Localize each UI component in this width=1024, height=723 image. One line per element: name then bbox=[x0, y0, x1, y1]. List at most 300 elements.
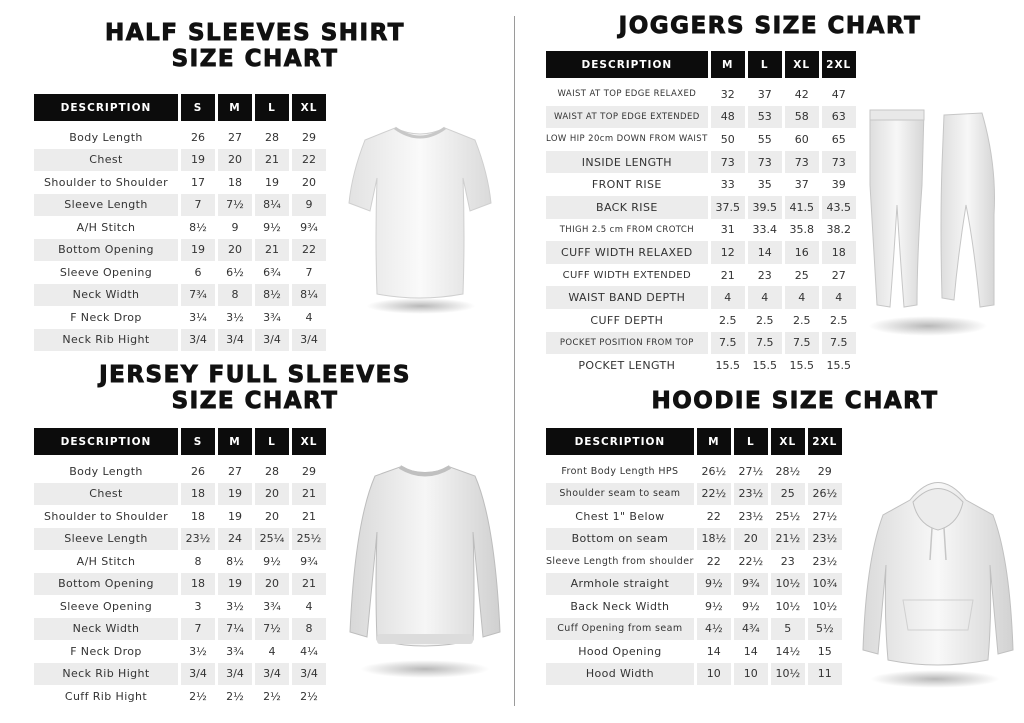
size-value: 11 bbox=[808, 663, 842, 686]
size-value: 9½ bbox=[704, 599, 723, 613]
size-value: 7 bbox=[181, 618, 215, 641]
table-row bbox=[546, 332, 856, 355]
size-value: 29 bbox=[302, 464, 316, 478]
joggers-image bbox=[862, 105, 1002, 320]
size-value: 9¾ bbox=[300, 554, 318, 568]
row-description: A/H Stitch bbox=[76, 554, 136, 568]
size-value: 31 bbox=[720, 223, 735, 237]
size-value: 12 bbox=[711, 241, 745, 264]
row-description: Armhole straight bbox=[546, 573, 694, 596]
size-value: 3½ bbox=[226, 599, 244, 613]
size-value: 73 bbox=[822, 151, 856, 174]
size-header: M bbox=[697, 428, 731, 455]
table-row bbox=[546, 309, 856, 332]
size-value: 7 bbox=[305, 265, 313, 279]
size-value: 3/4 bbox=[218, 329, 252, 352]
size-value: 3¾ bbox=[226, 644, 244, 658]
row-description: FRONT RISE bbox=[591, 178, 662, 192]
size-value: 26 bbox=[191, 130, 205, 144]
size-value: 19 bbox=[181, 239, 215, 262]
table-row bbox=[546, 354, 856, 377]
size-value: 14 bbox=[748, 241, 782, 264]
size-header: XL bbox=[785, 51, 819, 78]
table-row bbox=[34, 573, 326, 596]
table-row bbox=[34, 329, 326, 352]
size-value: 18 bbox=[181, 573, 215, 596]
size-value: 63 bbox=[822, 106, 856, 129]
table-row bbox=[34, 194, 326, 217]
size-value: 4 bbox=[748, 286, 782, 309]
size-value: 25½ bbox=[292, 528, 326, 551]
size-value: 23 bbox=[780, 554, 795, 568]
table-row bbox=[546, 573, 842, 596]
size-value: 23½ bbox=[808, 528, 842, 551]
table-row bbox=[546, 640, 842, 663]
size-value: 7¾ bbox=[181, 284, 215, 307]
jersey-title-line2: SIZE CHART bbox=[171, 388, 339, 414]
row-description: Bottom Opening bbox=[34, 573, 178, 596]
joggers-title-line1: JOGGERS SIZE CHART bbox=[618, 13, 922, 39]
size-value: 3¾ bbox=[263, 599, 281, 613]
size-value: 22½ bbox=[697, 483, 731, 506]
row-description: WAIST AT TOP EDGE RELAXED bbox=[557, 89, 697, 100]
size-value: 18 bbox=[191, 509, 205, 523]
size-header: XL bbox=[292, 428, 326, 455]
size-value: 58 bbox=[785, 106, 819, 129]
size-value: 3/4 bbox=[255, 329, 289, 352]
size-value: 21 bbox=[720, 268, 735, 282]
size-value: 3½ bbox=[226, 310, 244, 324]
size-value: 15.5 bbox=[715, 358, 740, 372]
row-description: BACK RISE bbox=[546, 196, 708, 219]
size-value: 14½ bbox=[775, 644, 801, 658]
size-value: 23½ bbox=[812, 554, 838, 568]
size-value: 2.5 bbox=[755, 313, 774, 327]
size-value: 15.5 bbox=[826, 358, 851, 372]
size-header: 2XL bbox=[822, 51, 856, 78]
size-value: 35.8 bbox=[789, 223, 814, 237]
size-value: 33.4 bbox=[752, 223, 777, 237]
size-value: 8¼ bbox=[255, 194, 289, 217]
size-value: 25 bbox=[771, 483, 805, 506]
size-header: M bbox=[218, 94, 252, 121]
size-value: 9¾ bbox=[734, 573, 768, 596]
table-row bbox=[34, 483, 326, 506]
size-header: XL bbox=[292, 94, 326, 121]
size-value: 73 bbox=[711, 151, 745, 174]
size-value: 21½ bbox=[771, 528, 805, 551]
table-row bbox=[546, 151, 856, 174]
row-description: Chest 1" Below bbox=[575, 509, 665, 523]
size-value: 2½ bbox=[189, 689, 207, 703]
row-description: Shoulder seam to seam bbox=[546, 483, 694, 506]
size-value: 20 bbox=[734, 528, 768, 551]
size-value: 8½ bbox=[255, 284, 289, 307]
size-value: 20 bbox=[255, 573, 289, 596]
row-description: Cuff Opening from seam bbox=[546, 618, 694, 641]
size-header: S bbox=[181, 94, 215, 121]
table-row bbox=[34, 284, 326, 307]
size-value: 28 bbox=[265, 130, 279, 144]
table-row bbox=[34, 126, 326, 149]
table-row bbox=[546, 483, 842, 506]
row-description: Sleeve Length bbox=[34, 528, 178, 551]
table-row bbox=[546, 106, 856, 129]
size-value: 10½ bbox=[771, 663, 805, 686]
description-header: DESCRIPTION bbox=[34, 428, 178, 455]
size-value: 22 bbox=[292, 239, 326, 262]
size-value: 7 bbox=[181, 194, 215, 217]
row-description: CUFF DEPTH bbox=[590, 313, 664, 327]
size-value: 18½ bbox=[697, 528, 731, 551]
size-value: 47 bbox=[831, 87, 846, 101]
row-description: THIGH 2.5 cm FROM CROTCH bbox=[559, 224, 695, 235]
size-value: 15.5 bbox=[752, 358, 777, 372]
sweatshirt-shadow bbox=[360, 660, 490, 678]
row-description: WAIST BAND DEPTH bbox=[546, 286, 708, 309]
size-value: 21 bbox=[255, 239, 289, 262]
size-header: L bbox=[748, 51, 782, 78]
description-header: DESCRIPTION bbox=[546, 51, 708, 78]
size-value: 4 bbox=[785, 286, 819, 309]
row-description: WAIST AT TOP EDGE EXTENDED bbox=[546, 106, 708, 129]
size-value: 3¼ bbox=[189, 310, 207, 324]
size-value: 29 bbox=[302, 130, 316, 144]
size-value: 65 bbox=[831, 132, 846, 146]
table-row bbox=[34, 550, 326, 573]
size-value: 10½ bbox=[812, 599, 838, 613]
table-row bbox=[34, 685, 326, 708]
table-row bbox=[546, 241, 856, 264]
size-value: 3/4 bbox=[218, 663, 252, 686]
vertical-divider bbox=[514, 16, 515, 706]
size-value: 9 bbox=[292, 194, 326, 217]
table-row bbox=[546, 528, 842, 551]
size-value: 3/4 bbox=[181, 663, 215, 686]
size-value: 2.5 bbox=[792, 313, 811, 327]
table-row bbox=[34, 618, 326, 641]
size-value: 5½ bbox=[808, 618, 842, 641]
row-description: Hood Width bbox=[546, 663, 694, 686]
size-value: 3/4 bbox=[181, 329, 215, 352]
size-value: 43.5 bbox=[822, 196, 856, 219]
size-value: 6¾ bbox=[263, 265, 281, 279]
table-row bbox=[34, 528, 326, 551]
size-value: 23 bbox=[757, 268, 772, 282]
size-value: 23½ bbox=[738, 509, 764, 523]
size-value: 7.5 bbox=[785, 332, 819, 355]
size-value: 18 bbox=[228, 175, 242, 189]
size-header: L bbox=[255, 94, 289, 121]
jersey-title-line1: JERSEY FULL SLEEVES bbox=[99, 362, 411, 388]
size-value: 15 bbox=[817, 644, 832, 658]
table-row bbox=[34, 460, 326, 483]
size-value: 32 bbox=[720, 87, 735, 101]
jersey-table bbox=[34, 428, 329, 708]
size-value: 3/4 bbox=[292, 329, 326, 352]
size-value: 6 bbox=[194, 265, 202, 279]
size-value: 39 bbox=[831, 178, 846, 192]
table-row bbox=[34, 505, 326, 528]
row-description: F Neck Drop bbox=[70, 644, 142, 658]
size-value: 22 bbox=[706, 509, 721, 523]
row-description: Front Body Length HPS bbox=[561, 465, 679, 477]
size-value: 25½ bbox=[775, 509, 801, 523]
size-value: 9½ bbox=[263, 554, 281, 568]
size-value: 27 bbox=[228, 464, 242, 478]
size-value: 3¾ bbox=[263, 310, 281, 324]
size-value: 8 bbox=[194, 554, 202, 568]
size-value: 6½ bbox=[226, 265, 244, 279]
size-value: 38.2 bbox=[826, 223, 851, 237]
size-value: 3 bbox=[194, 599, 202, 613]
size-value: 9¾ bbox=[300, 220, 318, 234]
row-description: Neck Width bbox=[34, 618, 178, 641]
full-sleeve-jersey-image bbox=[345, 462, 505, 662]
size-header: 2XL bbox=[808, 428, 842, 455]
row-description: CUFF WIDTH EXTENDED bbox=[562, 269, 692, 281]
table-row bbox=[546, 550, 842, 573]
table-row bbox=[546, 219, 856, 242]
size-value: 8 bbox=[292, 618, 326, 641]
size-value: 20 bbox=[255, 483, 289, 506]
size-value: 19 bbox=[228, 509, 242, 523]
table-row bbox=[546, 505, 842, 528]
size-value: 7.5 bbox=[711, 332, 745, 355]
size-value: 27½ bbox=[738, 464, 764, 478]
size-value: 9 bbox=[231, 220, 239, 234]
size-value: 60 bbox=[794, 132, 809, 146]
table-row bbox=[546, 264, 856, 287]
size-value: 2.5 bbox=[718, 313, 737, 327]
size-value: 2½ bbox=[300, 689, 318, 703]
description-header: DESCRIPTION bbox=[546, 428, 694, 455]
size-value: 7½ bbox=[218, 194, 252, 217]
size-value: 4 bbox=[822, 286, 856, 309]
size-value: 20 bbox=[218, 149, 252, 172]
table-row bbox=[34, 640, 326, 663]
size-value: 4 bbox=[711, 286, 745, 309]
table-row bbox=[34, 149, 326, 172]
row-description: INSIDE LENGTH bbox=[546, 151, 708, 174]
table-row bbox=[34, 216, 326, 239]
row-description: POCKET POSITION FROM TOP bbox=[546, 332, 708, 355]
size-value: 7½ bbox=[255, 618, 289, 641]
size-value: 19 bbox=[218, 483, 252, 506]
size-value: 48 bbox=[711, 106, 745, 129]
size-value: 5 bbox=[771, 618, 805, 641]
row-description: Sleeve Opening bbox=[59, 265, 153, 279]
size-value: 37 bbox=[757, 87, 772, 101]
table-row bbox=[546, 286, 856, 309]
size-value: 20 bbox=[218, 239, 252, 262]
table-row bbox=[34, 239, 326, 262]
size-value: 10¾ bbox=[808, 573, 842, 596]
hoodie-size-table bbox=[543, 428, 845, 685]
table-row bbox=[546, 173, 856, 196]
size-value: 3½ bbox=[189, 644, 207, 658]
size-value: 21 bbox=[255, 149, 289, 172]
table-row bbox=[34, 595, 326, 618]
size-value: 23½ bbox=[181, 528, 215, 551]
size-value: 35 bbox=[757, 178, 772, 192]
hoodie-image bbox=[858, 470, 1018, 675]
size-value: 10½ bbox=[771, 573, 805, 596]
size-header: M bbox=[711, 51, 745, 78]
size-value: 25 bbox=[794, 268, 809, 282]
row-description: CUFF WIDTH RELAXED bbox=[546, 241, 708, 264]
row-description: Sleeve Length bbox=[34, 194, 178, 217]
size-value: 4 bbox=[268, 644, 276, 658]
size-value: 10 bbox=[697, 663, 731, 686]
size-value: 4¼ bbox=[300, 644, 318, 658]
jersey-size-table bbox=[31, 428, 329, 708]
size-header: S bbox=[181, 428, 215, 455]
header-row bbox=[34, 94, 326, 121]
row-description: Body Length bbox=[69, 130, 143, 144]
row-description: Shoulder to Shoulder bbox=[43, 175, 168, 189]
table-row bbox=[546, 618, 842, 641]
size-value: 50 bbox=[720, 132, 735, 146]
size-header: M bbox=[218, 428, 252, 455]
size-value: 8¼ bbox=[292, 284, 326, 307]
size-value: 39.5 bbox=[748, 196, 782, 219]
row-description: A/H Stitch bbox=[76, 220, 136, 234]
size-value: 4½ bbox=[697, 618, 731, 641]
half-sleeve-tshirt-image bbox=[345, 118, 495, 303]
size-value: 19 bbox=[181, 149, 215, 172]
size-value: 20 bbox=[302, 175, 316, 189]
hoodie-table bbox=[546, 428, 845, 685]
row-description: F Neck Drop bbox=[70, 310, 142, 324]
row-description: Neck Width bbox=[34, 284, 178, 307]
table-row bbox=[34, 663, 326, 686]
size-value: 22½ bbox=[738, 554, 764, 568]
size-value: 2½ bbox=[226, 689, 244, 703]
table-row bbox=[34, 171, 326, 194]
size-value: 18 bbox=[181, 483, 215, 506]
size-value: 73 bbox=[785, 151, 819, 174]
size-value: 4¾ bbox=[734, 618, 768, 641]
size-value: 10 bbox=[734, 663, 768, 686]
row-description: Body Length bbox=[69, 464, 143, 478]
header-row bbox=[546, 428, 842, 455]
size-value: 37 bbox=[794, 178, 809, 192]
size-value: 18 bbox=[822, 241, 856, 264]
size-value: 27 bbox=[228, 130, 242, 144]
half-sleeves-title-line1: HALF SLEEVES SHIRT bbox=[105, 20, 405, 46]
table-row bbox=[546, 128, 856, 151]
size-value: 24 bbox=[218, 528, 252, 551]
size-value: 26 bbox=[191, 464, 205, 478]
size-value: 10½ bbox=[775, 599, 801, 613]
size-value: 17 bbox=[191, 175, 205, 189]
row-description: Hood Opening bbox=[578, 644, 662, 658]
size-value: 22 bbox=[292, 149, 326, 172]
joggers-title bbox=[560, 13, 980, 39]
size-header: XL bbox=[771, 428, 805, 455]
joggers-size-table bbox=[543, 51, 859, 377]
size-value: 53 bbox=[748, 106, 782, 129]
size-value: 19 bbox=[218, 573, 252, 596]
half-sleeves-title bbox=[60, 20, 450, 72]
size-value: 37.5 bbox=[711, 196, 745, 219]
size-value: 23½ bbox=[734, 483, 768, 506]
row-description: Sleeve Opening bbox=[59, 599, 153, 613]
size-value: 20 bbox=[265, 509, 279, 523]
row-description: Back Neck Width bbox=[570, 599, 670, 613]
table-row bbox=[546, 460, 842, 483]
size-value: 28 bbox=[265, 464, 279, 478]
description-header: DESCRIPTION bbox=[34, 94, 178, 121]
size-value: 14 bbox=[706, 644, 721, 658]
size-value: 42 bbox=[794, 87, 809, 101]
size-value: 21 bbox=[292, 483, 326, 506]
size-value: 15.5 bbox=[789, 358, 814, 372]
size-value: 29 bbox=[817, 464, 832, 478]
row-description: Bottom on seam bbox=[546, 528, 694, 551]
size-value: 73 bbox=[748, 151, 782, 174]
row-description: Shoulder to Shoulder bbox=[43, 509, 168, 523]
size-value: 27½ bbox=[812, 509, 838, 523]
size-value: 7¼ bbox=[218, 618, 252, 641]
size-value: 7.5 bbox=[748, 332, 782, 355]
row-description: POCKET LENGTH bbox=[578, 358, 676, 372]
table-row bbox=[34, 261, 326, 284]
size-value: 28½ bbox=[775, 464, 801, 478]
size-value: 41.5 bbox=[785, 196, 819, 219]
half-sleeves-table bbox=[34, 94, 329, 351]
half-sleeves-title-line2: SIZE CHART bbox=[171, 46, 339, 72]
table-row bbox=[546, 196, 856, 219]
table-row bbox=[546, 83, 856, 106]
hoodie-title bbox=[580, 388, 1010, 414]
size-value: 26½ bbox=[808, 483, 842, 506]
size-value: 26½ bbox=[701, 464, 727, 478]
row-description: Chest bbox=[34, 149, 178, 172]
size-value: 8½ bbox=[189, 220, 207, 234]
size-value: 14 bbox=[743, 644, 758, 658]
half-sleeves-size-table bbox=[31, 94, 329, 351]
joggers-table bbox=[546, 51, 859, 377]
size-value: 8 bbox=[218, 284, 252, 307]
row-description: Chest bbox=[34, 483, 178, 506]
row-description: Neck Rib Hight bbox=[34, 663, 178, 686]
size-value: 4 bbox=[305, 599, 313, 613]
size-value: 21 bbox=[302, 509, 316, 523]
size-value: 2½ bbox=[263, 689, 281, 703]
size-value: 9½ bbox=[741, 599, 760, 613]
size-value: 55 bbox=[757, 132, 772, 146]
size-value: 7.5 bbox=[822, 332, 856, 355]
size-value: 8½ bbox=[226, 554, 244, 568]
size-value: 9½ bbox=[263, 220, 281, 234]
size-value: 27 bbox=[831, 268, 846, 282]
table-row bbox=[34, 306, 326, 329]
hoodie-title-line1: HOODIE SIZE CHART bbox=[651, 388, 939, 414]
jersey-title bbox=[60, 362, 450, 414]
size-value: 3/4 bbox=[255, 663, 289, 686]
row-description: Cuff Rib Hight bbox=[64, 689, 148, 703]
size-value: 3/4 bbox=[292, 663, 326, 686]
row-description: Neck Rib Hight bbox=[34, 329, 178, 352]
size-value: 9½ bbox=[697, 573, 731, 596]
size-value: 21 bbox=[292, 573, 326, 596]
row-description: Bottom Opening bbox=[34, 239, 178, 262]
size-value: 16 bbox=[785, 241, 819, 264]
table-row bbox=[546, 595, 842, 618]
header-row bbox=[34, 428, 326, 455]
